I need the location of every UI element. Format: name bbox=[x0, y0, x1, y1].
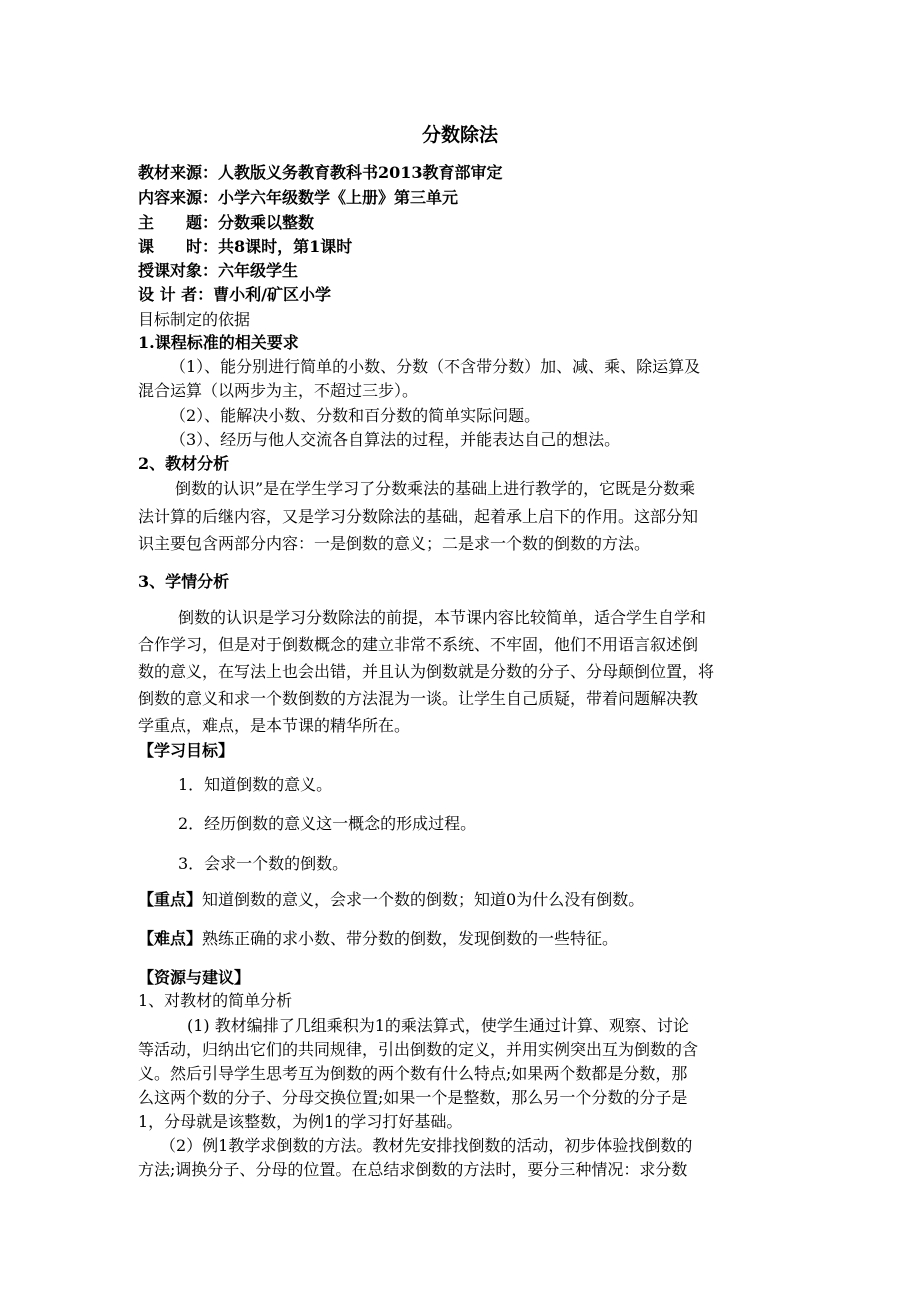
material-line-3: 识主要包含两部分内容：一是倒数的意义；二是求一个数的倒数的方法。 bbox=[138, 534, 651, 553]
objective-item-3: 3．会求一个数的倒数。 bbox=[178, 854, 349, 873]
meta-topic bbox=[138, 212, 314, 234]
standards-item-3: （3）、经历与他人交流各自算法的过程，并能表达自己的想法。 bbox=[170, 430, 621, 449]
standards-item-1-line-2: 混合运算（以两步为主，不超过三步）。 bbox=[138, 381, 419, 400]
meta-content bbox=[138, 187, 458, 209]
difficulty-label: 【难点】 bbox=[138, 929, 203, 948]
resources-p2-line-1: （2）例1教学求倒数的方法。教材先安排找倒数的活动，初步体验找倒数的 bbox=[160, 1136, 693, 1155]
resources-p1-line-4: 么这两个数的分子、分母交换位置;如果一个是整数，那么另一个分数的分子是 bbox=[138, 1088, 688, 1107]
meta-audience bbox=[138, 260, 298, 282]
meta-topic-label: 主 题： bbox=[138, 213, 219, 232]
material-heading: 2、教材分析 bbox=[138, 454, 230, 473]
meta-designer-value: 曹小利/矿区小学 bbox=[213, 285, 332, 304]
standards-item-2: （2）、能解决小数、分数和百分数的简单实际问题。 bbox=[170, 406, 541, 425]
resources-p1-line-1: (1) 教材编排了几组乘积为1的乘法算式，使学生通过计算、观察、讨论 bbox=[187, 1016, 689, 1035]
key-point-label: 【重点】 bbox=[138, 890, 203, 909]
resources-sub-1: 1、对教材的简单分析 bbox=[138, 991, 293, 1010]
meta-content-value: 小学六年级数学《上册》第三单元 bbox=[218, 188, 459, 207]
basis-heading: 目标制定的依据 bbox=[138, 310, 251, 329]
resources-p1-line-3: 义。然后引导学生思考互为倒数的两个数有什么特点;如果两个数都是分数，那 bbox=[138, 1064, 688, 1083]
meta-source bbox=[138, 162, 503, 184]
meta-audience-value: 六年级学生 bbox=[218, 261, 299, 280]
page-title: 分数除法 bbox=[421, 124, 498, 146]
students-line-2: 合作学习，但是对于倒数概念的建立非常不系统、不牢固，他们不用语言叙述倒 bbox=[138, 635, 699, 654]
students-line-1: 倒数的认识是学习分数除法的前提，本节课内容比较简单，适合学生自学和 bbox=[178, 608, 707, 627]
students-heading: 3、学情分析 bbox=[138, 572, 230, 591]
difficulty bbox=[138, 928, 618, 950]
meta-topic-value: 分数乘以整数 bbox=[218, 213, 315, 232]
meta-hours-value: 共8课时，第1课时 bbox=[218, 237, 353, 256]
material-line-2: 法计算的后继内容，又是学习分数除法的基础，起着承上启下的作用。这部分知 bbox=[138, 507, 699, 526]
material-line-1: 倒数的认识”是在学生学习了分数乘法的基础上进行教学的，它既是分数乘 bbox=[175, 479, 696, 498]
objectives-heading: 【学习目标】 bbox=[138, 741, 235, 760]
resources-p2-line-2: 方法;调换分子、分母的位置。在总结求倒数的方法时，要分三种情况：求分数 bbox=[138, 1160, 688, 1179]
meta-content-label: 内容来源： bbox=[138, 188, 219, 207]
students-line-4: 倒数的意义和求一个数倒数的方法混为一谈。让学生自己质疑，带着问题解决教 bbox=[138, 689, 699, 708]
objective-item-1: 1．知道倒数的意义。 bbox=[178, 775, 333, 794]
standards-heading: 1.课程标准的相关要求 bbox=[138, 333, 299, 352]
standards-item-1-line-1: （1）、能分别进行简单的小数、分数（不含带分数）加、减、乘、除运算及 bbox=[170, 357, 701, 376]
resources-p1-line-5: 1，分母就是该整数，为例1的学习打好基础。 bbox=[138, 1112, 463, 1131]
meta-designer bbox=[138, 284, 331, 306]
students-line-3: 数的意义，在写法上也会出错，并且认为倒数就是分数的分子、分母颠倒位置，将 bbox=[138, 662, 715, 681]
key-point-text: 知道倒数的意义，会求一个数的倒数；知道0为什么没有倒数。 bbox=[202, 890, 645, 909]
meta-source-value: 人教版义务教育教科书2013教育部审定 bbox=[218, 163, 503, 182]
objective-item-2: 2．经历倒数的意义这一概念的形成过程。 bbox=[178, 814, 477, 833]
students-line-5: 学重点，难点，是本节课的精华所在。 bbox=[138, 716, 411, 735]
meta-designer-label: 设 计 者： bbox=[138, 285, 214, 304]
meta-audience-label: 授课对象： bbox=[138, 261, 219, 280]
meta-hours bbox=[138, 236, 352, 258]
difficulty-text: 熟练正确的求小数、带分数的倒数，发现倒数的一些特征。 bbox=[202, 929, 619, 948]
key-point bbox=[138, 889, 644, 911]
resources-heading: 【资源与建议】 bbox=[138, 968, 251, 987]
resources-p1-line-2: 等活动，归纳出它们的共同规律，引出倒数的定义，并用实例突出互为倒数的含 bbox=[138, 1040, 699, 1059]
meta-source-label: 教材来源： bbox=[138, 163, 219, 182]
meta-hours-label: 课 时： bbox=[138, 237, 219, 256]
